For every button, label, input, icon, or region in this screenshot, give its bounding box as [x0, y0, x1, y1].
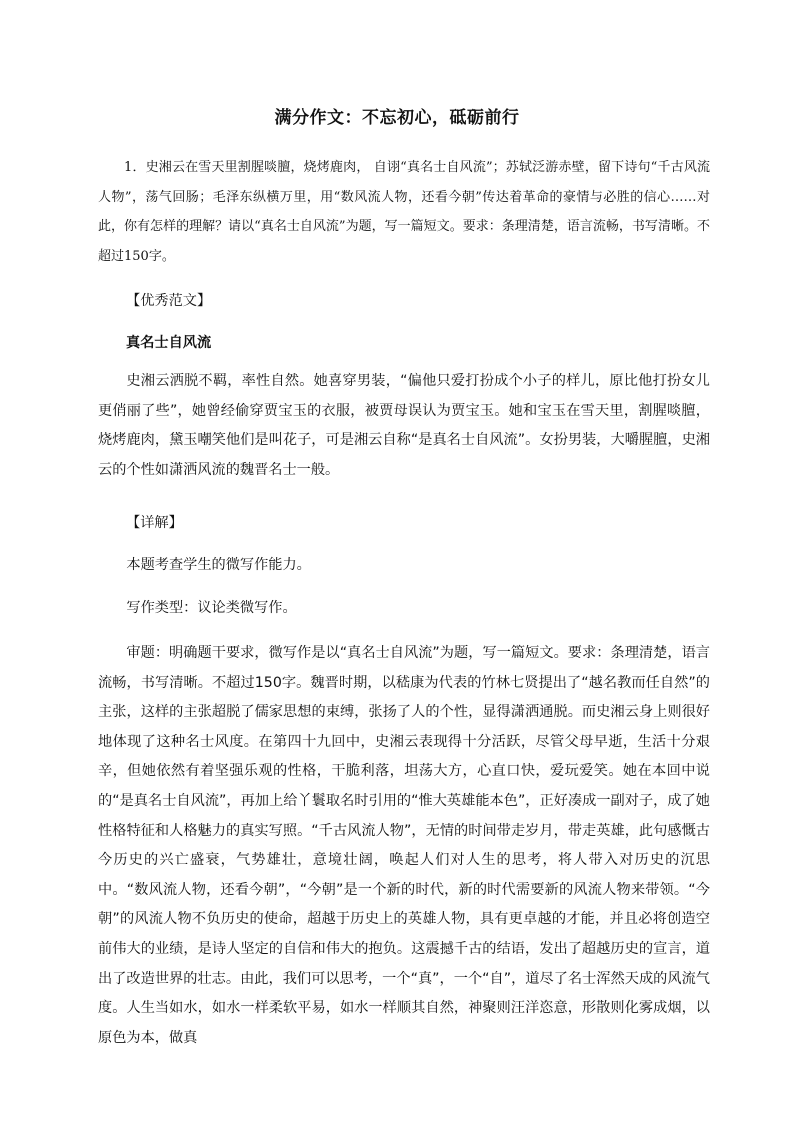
analysis-text: 审题：明确题干要求，微写作是以“真名士自风流”为题，写一篇短文。要求：条理清楚，语言流畅，书写清晰。不超过150字。魏晋时期，以嵇康为代表的竹林七贤提出了“越名教而任自然”的主张，这样的主张超脱了儒家思想的束缚，张扬了人的个性，显得潇洒通脱。而史湘云身上则很好地体现了这种名士风度。在第四十九回中，史湘云表现得十分活跃，尽管父母早逝，生活十分艰辛，但她依然有着坚强乐观的性格，干脆利落，坦荡大方，心直口快，爱玩爱笑。她在本回中说的“是真名士自风流”，再加上给丫鬟取名时引用的“惟大英雄能本色”，正好凑成一副对子，成了她性格特征和人格魅力的真实写照。“千古风流人物”，无情的时间带走岁月，带走英雄，此句感慨古今历史的兴亡盛衰，气势雄壮，意境壮阔，唤起人们对人生的思考，将人带入对历史的沉思中。“数风流人物，还看今朝”，“今朝”是一个新的时代，新的时代需要新的风流人物来带领。“今朝”的风流人物不负历史的使命，超越于历史上的英雄人物，具有更卓越的才能，并且必将创造空前伟大的业绩，是诗人坚定的自信和伟大的抱负。这震撼千古的结语，发出了超越历史的宣言，道出了改造世界的壮志。由此，我们可以思考，一个“真”，一个“自”，道尽了名士浑然天成的风流气度。人生当如水，如水一样柔软平易，如水一样顺其自然，神聚则汪洋恣意，形散则化雾成烟，以原色为本，做真	[98, 645, 710, 1046]
detail-label: 【详解】	[126, 515, 183, 531]
question-text: 1．史湘云在雪天里割腥啖膻，烧烤鹿肉， 自诩“真名士自风流”；苏轼泛游赤壁，留下诗句“千古风流人物”，荡气回肠；毛泽东纵横万里，用“数风流人物，还看今朝”传达着革命的豪情与必胜的信心……对此，你有怎样的理解？请以“真名士自风流”为题，写一篇短文。要求：条理清楚，语言流畅，书写清晰。不超过150字。	[98, 160, 710, 264]
sample-essay-title: 真名士自风流	[126, 335, 212, 351]
detail-line-2: 写作类型：议论类微写作。	[126, 600, 297, 616]
detail-line-1: 本题考查学生的微写作能力。	[126, 557, 311, 573]
sample-essay-text: 史湘云洒脱不羁，率性自然。她喜穿男装，“偏他只爱打扮成个小子的样儿，原比他打扮女儿更俏丽了些”，她曾经偷穿贾宝玉的衣服，被贾母误认为贾宝玉。她和宝玉在雪天里，割腥啖膻，烧烤鹿肉，黛玉嘲笑他们是叫花子，可是湘云自称“是真名士自风流”。女扮男装，大嚼腥膻，史湘云的个性如潇洒风流的魏晋名士一般。	[98, 373, 710, 478]
sample-essay-label: 【优秀范文】	[126, 293, 212, 309]
page-title: 满分作文：不忘初心，砥砺前行	[274, 108, 520, 128]
